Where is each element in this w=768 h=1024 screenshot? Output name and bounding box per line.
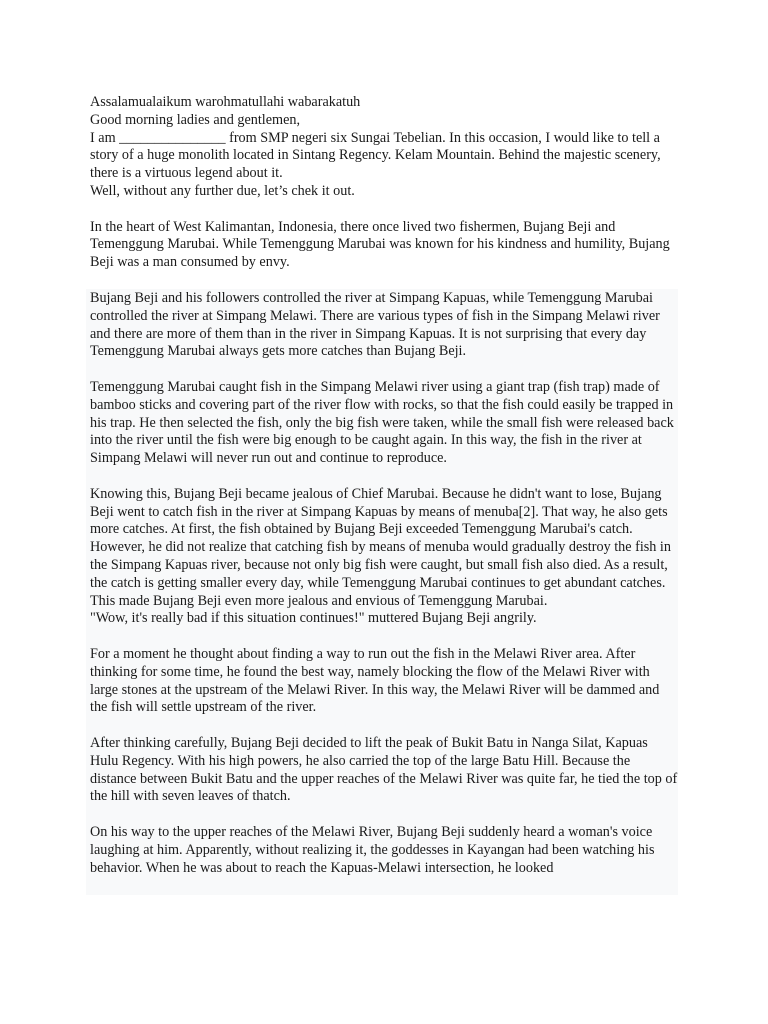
transition-line: Well, without any further due, let’s chek it out. bbox=[90, 182, 355, 199]
story-body bbox=[90, 290, 678, 895]
salutation-line: Good morning ladies and gentlemen, bbox=[90, 111, 301, 128]
opening-paragraph: In the heart of West Kalimantan, Indonesia, there once lived two fishermen, Bujang Beji and Temenggung Marubai. While Temenggung Marubai was known for his kindness and humility, Bujang Beji was a man consumed by envy. bbox=[90, 218, 670, 271]
self-intro-paragraph: I am _______________ from SMP negeri six Sungai Tebelian. In this occasion, I would like to tell a story of a huge monolith located in Sintang Regency. Kelam Mountain. Behind the majestic scenery, there is a virtuous legend about it. bbox=[90, 129, 661, 182]
story-paragraph-4: For a moment he thought about finding a way to run out the fish in the Melawi River area. After thinking for some time, he found the best way, namely blocking the flow of the Melawi River with large stones at the upstream of the Melawi River. In this way, the Melawi River will be dammed and the fish will settle upstream of the river. bbox=[90, 645, 660, 716]
story-paragraph-2: Temenggung Marubai caught fish in the Simpang Melawi river using a giant trap (fish trap) made of bamboo sticks and covering part of the river flow with rocks, so that the fish could easily be trapped in his trap. He then selected the fish, only the big fish were taken, while the small fish were released back into the river until the fish were big enough to be caught again. In this way, the fish in the river at Simpang Melawi will never run out and continue to reproduce. bbox=[90, 378, 674, 467]
greeting-line: Assalamualaikum warohmatullahi wabarakatuh bbox=[90, 94, 361, 110]
story-paragraph-5: After thinking carefully, Bujang Beji decided to lift the peak of Bukit Batu in Nanga Silat, Kapuas Hulu Regency. With his high powers, he also carried the top of the large Batu Hill. Because the distance between Bukit Batu and the upper reaches of the Melawi River was quite far, he tied the top of the hill with seven leaves of thatch. bbox=[90, 734, 678, 805]
story-paragraph-1: Bujang Beji and his followers controlled the river at Simpang Kapuas, while Temenggung Marubai controlled the river at Simpang Melawi. There are various types of fish in the Simpang Melawi river and there are more of them than in the river in Simpang Kapuas. It is not surprising that every day Temenggung Marubai always gets more catches than Bujang Beji. bbox=[90, 290, 660, 360]
intro-section bbox=[90, 94, 690, 272]
paragraph-gap bbox=[90, 201, 690, 219]
story-paragraph-6: On his way to the upper reaches of the Melawi River, Bujang Beji suddenly heard a woman's voice laughing at him. Apparently, without realizing it, the goddesses in Kayangan had been watching his behavior. When he was about to reach the Kapuas-Melawi intersection, he looked bbox=[90, 823, 655, 876]
story-shaded-section bbox=[86, 289, 678, 895]
story-quote: "Wow, it's really bad if this situation continues!" muttered Bujang Beji angrily. bbox=[90, 610, 537, 627]
story-paragraph-3: Knowing this, Bujang Beji became jealous of Chief Marubai. Because he didn't want to lose, Bujang Beji went to catch fish in the river at Simpang Kapuas by means of menuba[2]. That way, he also gets more catches. At first, the fish obtained by Bujang Beji exceeded Temenggung Marubai's catch. However, he did not realize that catching fish by means of menuba would gradually destroy the fish in the Simpang Kapuas river, because not only big fish were caught, but small fish also died. As a result, the catch is getting smaller every day, while Temenggung Marubai continues to get abundant catches. This made Bujang Beji even more jealous and envious of Temenggung Marubai. bbox=[90, 485, 671, 609]
